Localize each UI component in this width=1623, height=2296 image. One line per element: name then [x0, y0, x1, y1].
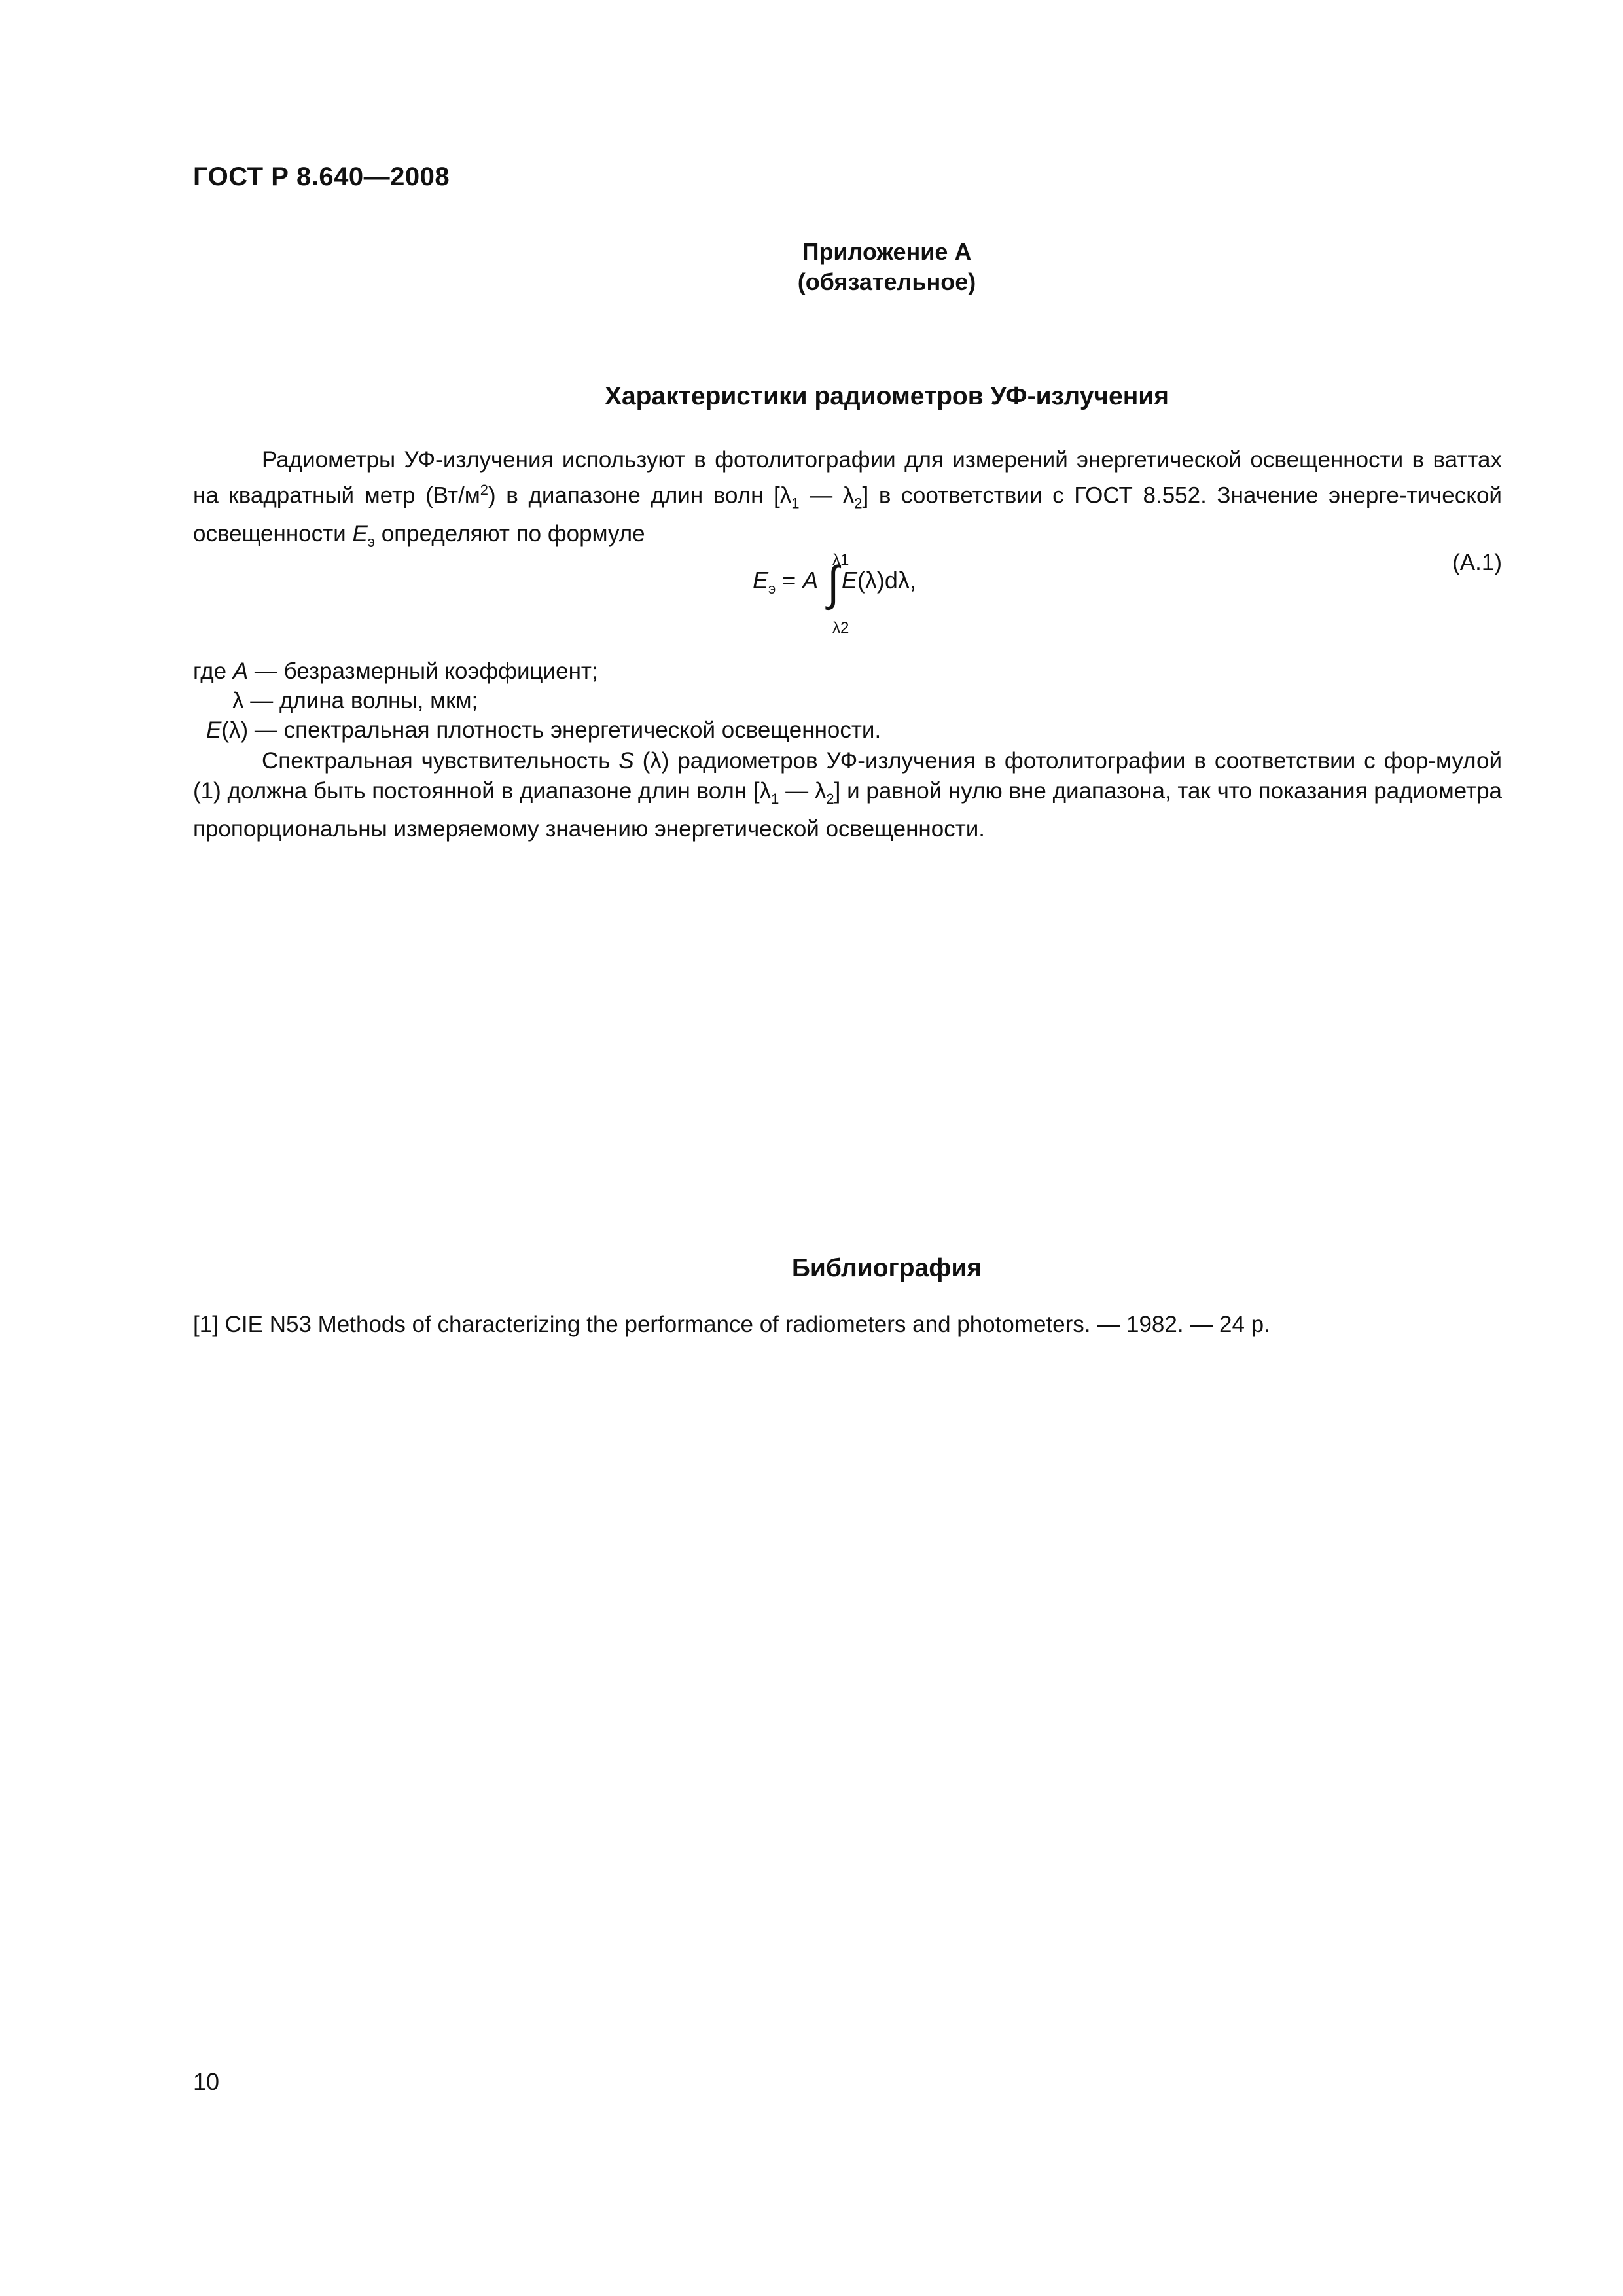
integral-symbol: ∫ [827, 556, 839, 611]
definition-a: где A — безразмерный коэффициент; [193, 658, 598, 684]
sensitivity-paragraph: Спектральная чувствительность S (λ) радиометров УФ-излучения в фотолитографии в соответствии с фор-мулой (1) должна быть постоянной в диапазоне длин волн [$\lambda_1$ — $\lambda_2$] и равной нулю вне диапазона, так что показания радиометра пропорциональны измеряемому значению энергетической освещенности. [193, 748, 1502, 842]
appendix-label: Приложение А [802, 238, 972, 265]
intro-paragraph: Радиометры УФ-излучения используют в фотолитографии для измерений энергетической освещенности в ваттах на квадратный метр $(Вт/м^2)$ в диапазоне длин волн [$\lambda_1$ — $\lambda_2$] в соответствии с ГОСТ 8.552. Значение энерге-тической освещенности $E_э$ определяют по формуле [193, 447, 1502, 550]
definition-e: E(λ) — спектральная плотность энергетической освещенности. [206, 717, 882, 743]
bibliography-item: [1] CIE N53 Methods of characterizing the performance of radiometers and photometers. — 1982. — 24 p. [193, 1312, 1270, 1337]
document-code: ГОСТ Р 8.640—2008 [193, 162, 450, 191]
appendix-heading [0, 237, 1623, 297]
formula-number: (А.1) [1452, 550, 1502, 575]
appendix-status: (обязательное) [797, 268, 976, 295]
section-title: Характеристики радиометров УФ-излучения [604, 382, 1169, 410]
definitions-list [193, 656, 1502, 745]
page-number: 10 [193, 2068, 220, 2095]
integral-upper-limit: λ1 [832, 551, 849, 569]
definition-lambda: λ — длина волны, мкм; [232, 688, 478, 713]
bibliography-title: Библиография [791, 1254, 982, 1282]
formula-block [193, 550, 1502, 635]
integral-lower-limit: λ2 [832, 619, 849, 637]
formula-expression: $E_э = A$ λ1 ∫ E(λ)dλ, λ2 [753, 551, 916, 637]
